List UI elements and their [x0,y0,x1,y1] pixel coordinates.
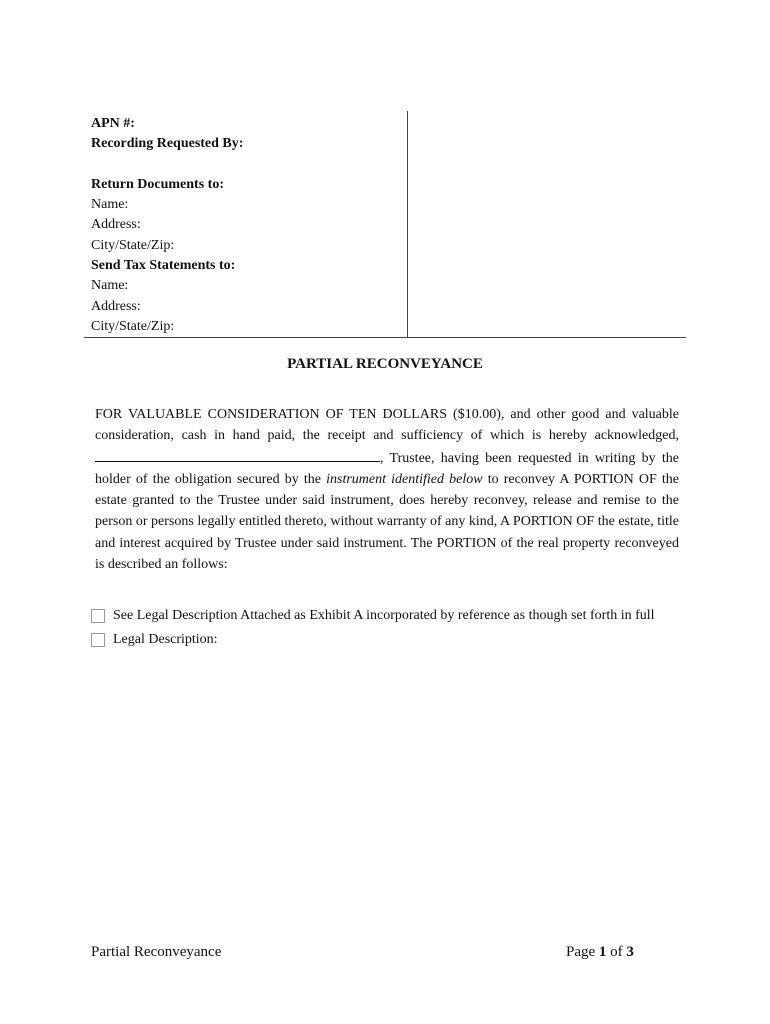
exhibit-a-checkbox[interactable] [91,609,105,623]
exhibit-a-label: See Legal Description Attached as Exhibit A incorporated by reference as though set forth in full [113,608,655,623]
paragraph-italic: instrument identified below [326,471,483,487]
option-exhibit-a[interactable] [91,604,655,628]
recording-header [84,111,686,338]
return-name-field: Name: [91,197,129,213]
tax-name-field: Name: [91,278,129,294]
tax-statements-label: Send Tax Statements to: [91,258,236,274]
tax-city-field: City/State/Zip: [91,318,175,334]
document-title: PARTIAL RECONVEYANCE [287,356,483,372]
page-total: 3 [626,944,634,960]
return-city-field: City/State/Zip: [91,237,175,253]
paragraph-rest: to reconvey A PORTION OF the estate granted to the Trustee under said instrument, does hereby reconvey, release and remise to the person or persons legally entitled thereto, without warranty of any kind, A PORTION OF the estate, title and interest acquired by Trustee under said instrument. The PORTION of the real property reconveyed is described an follows: [95,471,679,573]
paragraph-after-blank: , Trustee, having been requested in writing by the holder of the obligation secured by the [95,450,679,487]
page-prefix: Page [566,944,599,960]
legal-description-label: Legal Description: [113,632,218,647]
return-address-field: Address: [91,217,141,233]
apn-label: APN #: [91,116,135,131]
reconveyance-paragraph [95,404,679,575]
footer-document-name: Partial Reconveyance [91,944,222,960]
tax-address-field: Address: [91,298,141,314]
recording-info [91,114,406,337]
legal-description-options [91,604,655,652]
option-legal-description[interactable] [91,628,655,652]
page-current: 1 [598,944,607,960]
return-documents-label: Return Documents to: [91,176,224,192]
legal-description-checkbox[interactable] [91,633,105,647]
trustee-blank-line[interactable] [95,447,380,462]
footer-page-number [566,944,634,961]
paragraph-intro: FOR VALUABLE CONSIDERATION OF TEN DOLLARS ($10.00), and other good and valuable consideration, cash in hand paid, the receipt and sufficiency of which is hereby acknowledged, [95,407,679,444]
header-divider [407,111,408,337]
page-separator: of [606,944,627,960]
recording-requested-label: Recording Requested By: [91,136,244,152]
